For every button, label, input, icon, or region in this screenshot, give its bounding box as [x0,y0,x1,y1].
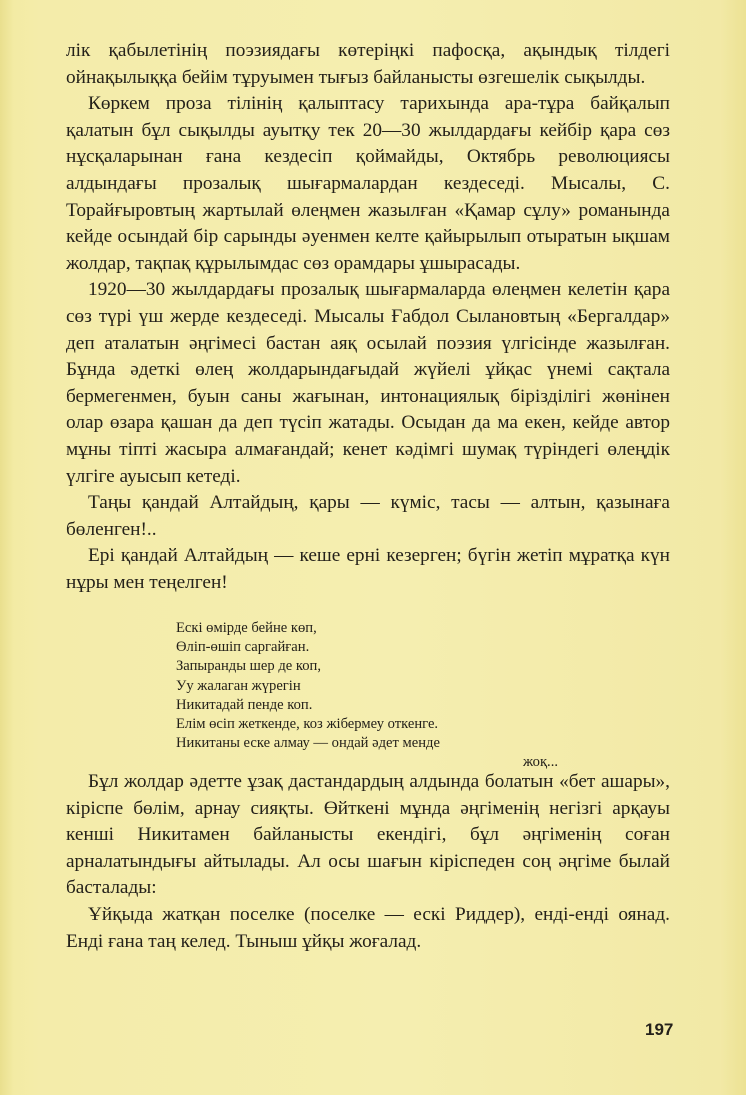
paragraph-2: Көркем проза тілінің қалыптасу тарихында ара-тұра байқалып қалатын бұл сықылды ауытқу тек 20—30 жылдардағы кейбір қара сөз нұсқаларынан ғана кездесіп қоймайды, Октябрь революциясы алдындағы прозалық шығармалардан кездеседі. Мысалы, С. Торайғыровтың жартылай өлеңмен жазылған «Қамар сұлу» романында кейде осындай бір сарынды әуенмен келте қайырылып отыратын ықшам жолдар, тақпақ құрылымдас сөз орамдары ұшырасады. [66,93,670,274]
paragraph-5: Ері қандай Алтайдың — кеше ерні кезерген; бүгін жетіп мұратқа күн нұры мен теңелген! [66,545,670,593]
paragraph-3: 1920—30 жылдардағы прозалық шығармаларда өлеңмен келетін қара сөз түрі үш жерде кездеседі. Мысалы Ғабдол Сылановтың «Бергалдар» деп аталатын әңгімесі бастан аяқ осылай поэзия үлгісінде жазылған. Бұнда әдеткі өлең жолдарындағыдай жүйелі ұйқас үнемі сақтала бермегенмен, буын саны жағынан, интонациялық бірізділігі жөнінен олар өзара қашан да деп түсіп жатады. Осыдан да ма екен, кейде автор мұны тіпті жасыра алмағандай; кенет кәдімгі шумақ түріндегі өлеңдік үлгіге ауысып кетеді. [66,279,670,487]
text-block-bottom [66,769,670,955]
poem-line: Запыранды шер де коп, [176,658,321,675]
paragraph-4: Таңы қандай Алтайдың, қары — күміс, тасы — алтын, қазынаға бөленген!.. [66,492,670,540]
text-block-top [66,38,670,596]
poem-line: Уу жалаган жүрегін [176,677,301,694]
poem-line: Елім өсіп жеткенде, коз жібермеу откенге. [176,716,439,733]
poem-line-end: жоқ... [522,754,558,771]
paragraph-1: лік қабылетінің поэзиядағы көтеріңкі пафосқа, ақындық тілдегі ойнақылыққа бейім тұруымен тығыз байланысты өзгешелік сықылды. [66,40,670,88]
poem-line: Өліп-өшіп саргайған. [176,639,310,656]
poem-line: Ескі өмірде бейне көп, [176,620,317,636]
poem-line: Никитаны еске алмау — ондай әдет менде [176,735,440,752]
page-number: 197 [645,1020,674,1039]
paragraph-6: Бұл жолдар әдетте ұзақ дастандардың алдында болатын «бет ашары», кіріспе бөлім, арнау сияқты. Өйткені мұнда әңгіменің негізгі арқауы кенші Никитамен байланысты екендігі, бұл әңгіменің соған арналатындығы айтылады. Ал осы шағын кіріспеден соң әңгіме былай басталады: [66,771,670,899]
poem-block [176,619,576,773]
paragraph-7: Ұйқыда жатқан поселке (поселке — ескі Риддер), енді-енді оянад. Енді ғана таң келед. Тыныш ұйқы жоғалад. [66,903,670,952]
poem-line: Никитадай пенде коп. [176,696,313,713]
